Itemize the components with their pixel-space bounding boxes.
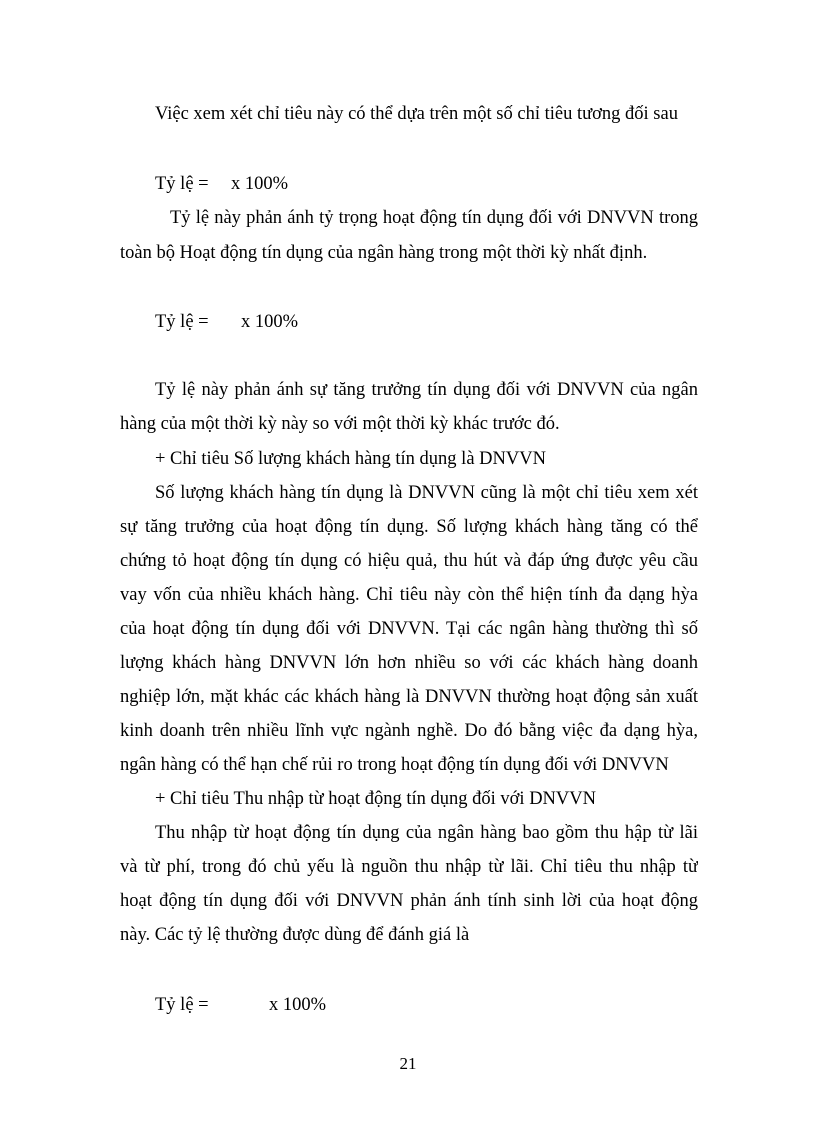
paragraph-line: chứng tỏ hoạt động tín dụng có hiệu quả, thu hút và đáp ứng được yêu cầu bbox=[120, 551, 698, 571]
paragraph-line: của hoạt động tín dụng đối với DNVVN. Tại các ngân hàng thường thì số bbox=[120, 619, 698, 639]
formula-factor: x 100% bbox=[241, 312, 299, 332]
formula-3 bbox=[155, 993, 327, 1017]
page-number: 21 bbox=[399, 1054, 417, 1073]
paragraph-line: này. Các tỷ lệ thường được dùng để đánh giá là bbox=[120, 925, 470, 945]
paragraph-line: ngân hàng có thể hạn chế rủi ro trong hoạt động tín dụng đối với DNVVN bbox=[120, 755, 669, 775]
formula-label: Tỷ lệ = bbox=[155, 312, 209, 332]
paragraph-line: hoạt động tín dụng đối với DNVVN phản ánh tính sinh lời của hoạt động bbox=[120, 891, 698, 911]
formula-label: Tỷ lệ = bbox=[155, 995, 209, 1015]
paragraph-line: toàn bộ Hoạt động tín dụng của ngân hàng trong một thời kỳ nhất định. bbox=[120, 243, 648, 263]
paragraph-line: Thu nhập từ hoạt động tín dụng của ngân hàng bao gồm thu hập từ lãi bbox=[155, 823, 698, 843]
paragraph-line: Số lượng khách hàng tín dụng là DNVVN cũng là một chỉ tiêu xem xét bbox=[155, 483, 698, 503]
intro-line: Việc xem xét chỉ tiêu này có thể dựa trên một số chỉ tiêu tương đối sau bbox=[155, 104, 678, 124]
paragraph-line: lượng khách hàng DNVVN lớn hơn nhiều so với các khách hàng doanh bbox=[120, 653, 698, 673]
paragraph-line: kinh doanh trên nhiều lĩnh vực ngành nghề. Do đó bằng việc đa dạng hỳa, bbox=[120, 721, 698, 741]
formula-2 bbox=[155, 310, 299, 334]
paragraph-line: và từ phí, trong đó chủ yếu là nguồn thu nhập từ lãi. Chỉ tiêu thu nhập từ bbox=[120, 857, 698, 877]
formula-1 bbox=[155, 172, 289, 196]
formula-factor: x 100% bbox=[269, 995, 327, 1015]
paragraph-line: vay vốn của nhiều khách hàng. Chỉ tiêu này còn thể hiện tính đa dạng hỳa bbox=[120, 585, 698, 605]
paragraph-line: hàng của một thời kỳ này so với một thời kỳ khác trước đó. bbox=[120, 414, 560, 434]
paragraph-line: nghiệp lớn, mặt khác các khách hàng là DNVVN thường hoạt động sản xuất bbox=[120, 687, 698, 707]
section-heading: + Chỉ tiêu Số lượng khách hàng tín dụng là DNVVN bbox=[155, 449, 546, 469]
formula-label: Tỷ lệ = bbox=[155, 174, 209, 194]
paragraph-line: Tỷ lệ này phản ánh sự tăng trưởng tín dụng đối với DNVVN của ngân bbox=[155, 380, 698, 400]
paragraph-line: Tỷ lệ này phản ánh tỷ trọng hoạt động tín dụng đối với DNVVN trong bbox=[170, 208, 698, 228]
paragraph-line: sự tăng trưởng của hoạt động tín dụng. Số lượng khách hàng tăng có thể bbox=[120, 517, 698, 537]
formula-factor: x 100% bbox=[231, 174, 289, 194]
section-heading: + Chỉ tiêu Thu nhập từ hoạt động tín dụng đối với DNVVN bbox=[155, 789, 596, 809]
